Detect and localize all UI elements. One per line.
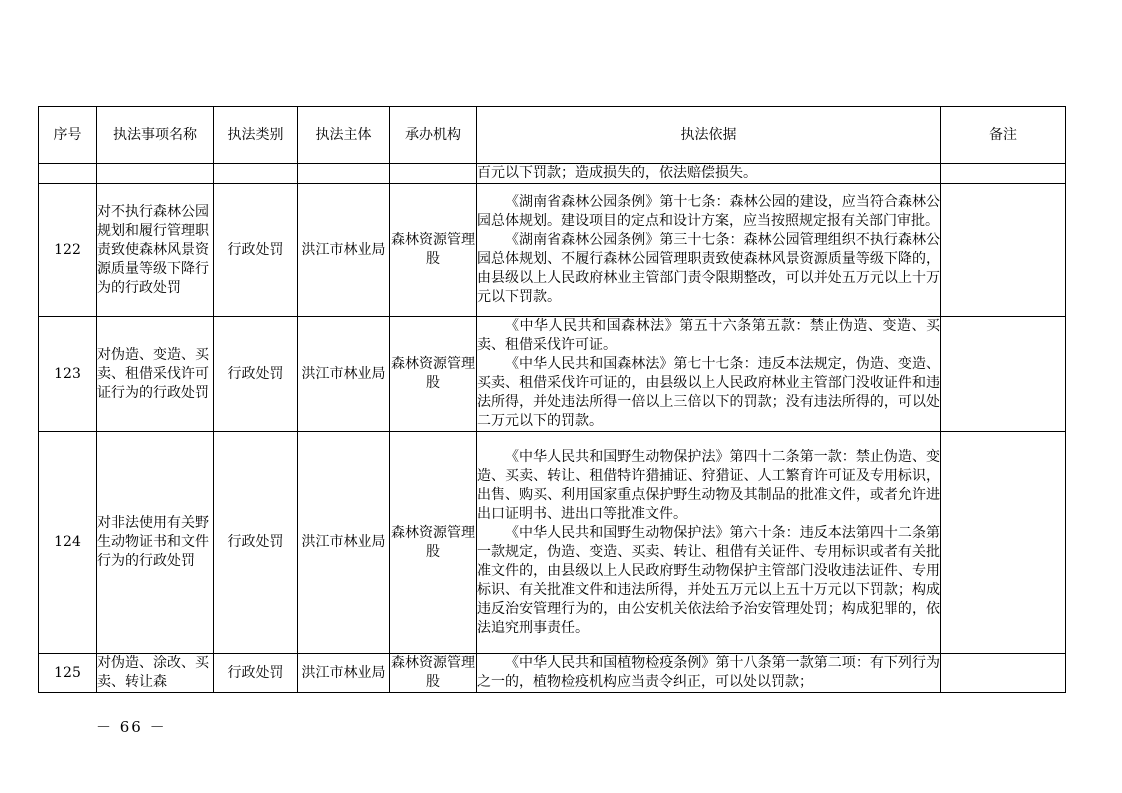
note [941,317,1066,432]
header-category: 执法类别 [214,107,298,164]
header-agency: 承办机构 [390,107,477,164]
basis-paragraph: 《湖南省森林公园条例》第三十七条：森林公园管理组织不执行森林公园总体规划、不履行森林公园管理职责致使森林风景资源质量等级下降的，由县级以上人民政府林业主管部门责令限期整改，可以并处五万元以上十万元以下罚款。 [477,232,940,305]
row-number: 125 [39,654,97,693]
header-basis: 执法依据 [477,107,941,164]
continuation-basis: 百元以下罚款；造成损失的，依法赔偿损失。 [477,164,941,184]
basis-paragraph: 《中华人民共和国野生动物保护法》第六十条：违反本法第四十二条第一款规定，伪造、变造、买卖、转让、租借有关证件、专用标识或者有关批准文件的，由县级以上人民政府野生动物保护主管部门没收违法证件、专用标识、有关批准文件和违法所得，并处五万元以上五十万元以下罚款；构成违反治安管理行为的，由公安机关依法给予治安管理处罚；构成犯罪的，依法追究刑事责任。 [477,524,940,636]
subject: 洪江市林业局 [298,184,390,317]
category: 行政处罚 [214,654,298,693]
basis-paragraph: 《中华人民共和国森林法》第五十六条第五款：禁止伪造、变造、买卖、租借采伐许可证。 [477,318,940,353]
basis-paragraph: 《湖南省森林公园条例》第十七条：森林公园的建设，应当符合森林公园总体规划。建设项目的定点和设计方案，应当按照规定报有关部门审批。 [477,194,940,229]
legal-basis [477,317,941,432]
header-item-name: 执法事项名称 [97,107,214,164]
table-header-row [39,107,1066,164]
item-name: 对不执行森林公园规划和履行管理职责致使森林风景资源质量等级下降行为的行政处罚 [97,184,214,317]
continuation-agency [390,164,477,184]
continuation-row [39,164,1066,184]
table-row [39,317,1066,432]
item-name: 对伪造、涂改、买卖、转让森 [97,654,214,693]
continuation-name [97,164,214,184]
legal-basis [477,184,941,317]
basis-paragraph: 《中华人民共和国植物检疫条例》第十八条第一款第二项：有下列行为之一的，植物检疫机构应当责令纠正，可以处以罚款； [477,655,940,690]
continuation-num [39,164,97,184]
subject: 洪江市林业局 [298,432,390,654]
note [941,184,1066,317]
legal-basis [477,432,941,654]
row-number: 124 [39,432,97,654]
row-number: 123 [39,317,97,432]
row-number: 122 [39,184,97,317]
table-row [39,184,1066,317]
table-row [39,654,1066,693]
continuation-category [214,164,298,184]
item-name: 对非法使用有关野生动物证书和文件行为的行政处罚 [97,432,214,654]
page-number: － 66 － [96,718,167,736]
item-name: 对伪造、变造、买卖、租借采伐许可证行为的行政处罚 [97,317,214,432]
header-serial: 序号 [39,107,97,164]
header-note: 备注 [941,107,1066,164]
basis-paragraph: 《中华人民共和国野生动物保护法》第四十二条第一款：禁止伪造、变造、买卖、转让、租借特许猎捕证、狩猎证、人工繁育许可证及专用标识，出售、购买、利用国家重点保护野生动物及其制品的批准文件，或者允许进出口证明书、进出口等批准文件。 [477,448,940,522]
agency: 森林资源管理股 [390,317,477,432]
agency: 森林资源管理股 [390,184,477,317]
category: 行政处罚 [214,432,298,654]
law-enforcement-table [38,106,1066,693]
legal-basis [477,654,941,693]
note [941,654,1066,693]
category: 行政处罚 [214,317,298,432]
note [941,432,1066,654]
basis-paragraph: 《中华人民共和国森林法》第七十七条：违反本法规定，伪造、变造、买卖、租借采伐许可证的，由县级以上人民政府林业主管部门没收证件和违法所得，并处违法所得一倍以上三倍以下的罚款；没有违法所得的，可以处二万元以下的罚款。 [477,356,940,429]
table-row [39,432,1066,654]
subject: 洪江市林业局 [298,317,390,432]
continuation-note [941,164,1066,184]
category: 行政处罚 [214,184,298,317]
continuation-subject [298,164,390,184]
agency: 森林资源管理股 [390,654,477,693]
header-subject: 执法主体 [298,107,390,164]
subject: 洪江市林业局 [298,654,390,693]
agency: 森林资源管理股 [390,432,477,654]
